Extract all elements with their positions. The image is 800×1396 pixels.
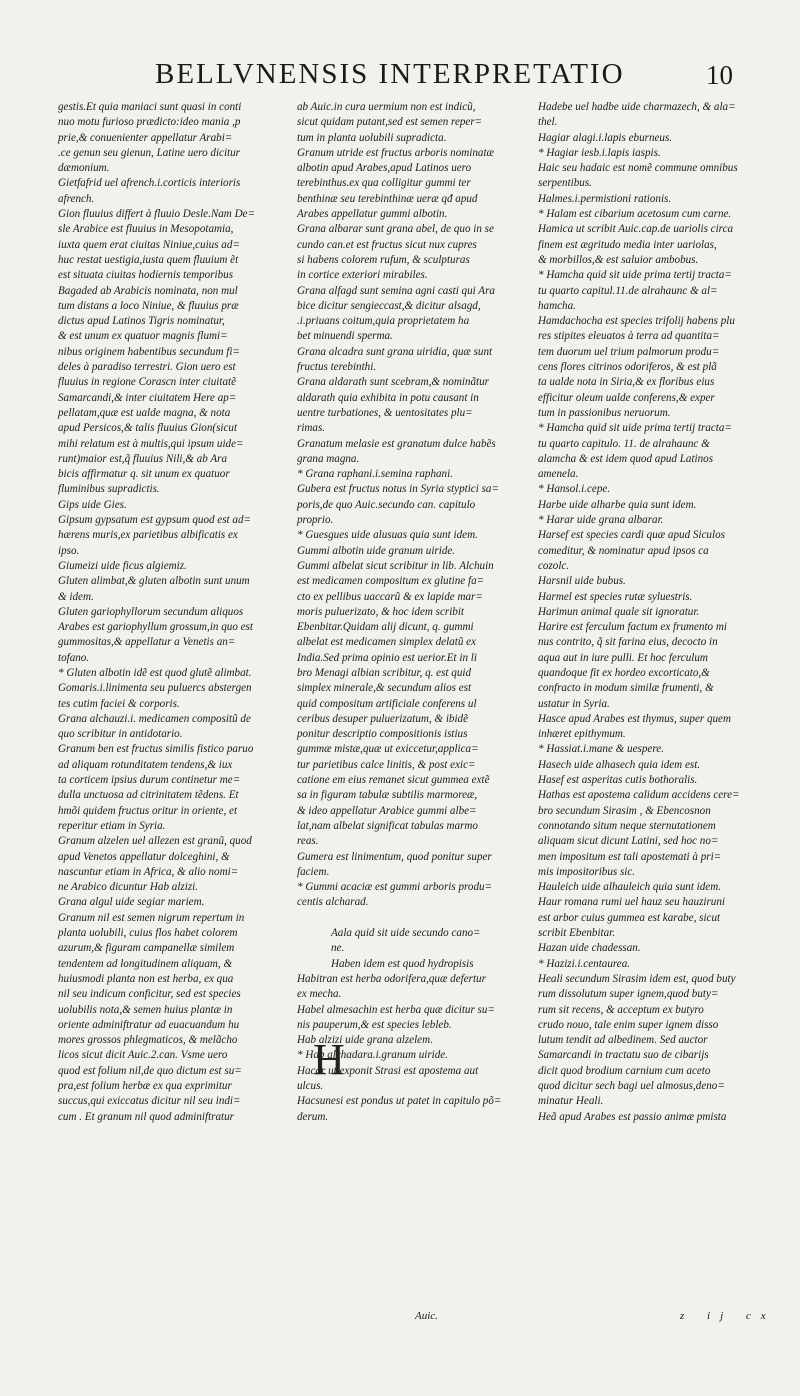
text-line: * Hamcha quid sit uide prima tertij tracta= xyxy=(538,422,732,435)
text-column-middle xyxy=(297,100,533,1125)
signature-mark: z ij cx xyxy=(680,1310,776,1322)
text-line: dulla unctuosa ad citrinitatem tẽdens. Et xyxy=(58,789,239,802)
text-line: cto ex pellibus uaccarũ & ex lapide mar= xyxy=(297,590,483,603)
text-line: Harire est ferculum factum ex frumento mi xyxy=(538,621,727,634)
text-line: connotando situm neque sternutationem xyxy=(538,819,716,832)
text-line: Habitran est herba odorifera,quæ defertur xyxy=(297,972,486,985)
text-line: catione em eius remanet sicut gummea extẽ xyxy=(297,774,490,787)
text-line: Hadebe uel hadbe uide charmazech, & ala= xyxy=(538,101,736,113)
text-line: ex mecha. xyxy=(297,988,342,1001)
text-line: Hazan uide chadessan. xyxy=(538,942,641,955)
text-line: ta corticem ipsius durum continetur me= xyxy=(58,774,241,787)
text-line: apud Persicos,& talis fluuius Gion(sicut xyxy=(58,422,238,435)
text-line: * Hazizi.i.centaurea. xyxy=(538,957,631,970)
text-line: est situata ciuitas hodiernis temporibus xyxy=(58,269,234,282)
decorated-initial: H xyxy=(313,1035,345,1084)
text-line: quid compositum artificiale conferens ul xyxy=(297,697,477,710)
text-line: Ebenbitar.Quidam alij dicunt, q. gummi xyxy=(297,621,474,634)
text-line: Gummi albotin uide granum uiride. xyxy=(297,544,456,557)
text-line: Hagiar alagi.i.lapis eburneus. xyxy=(538,131,673,144)
text-line: uolubilis nota,& semen huius plantæ in xyxy=(58,1003,233,1016)
text-line: terebinthus.ex qua colligitur gummi ter xyxy=(297,177,471,190)
text-line: Granum ben est fructus similis fistico paruo xyxy=(58,743,254,756)
text-line: nil seu indicum conficitur, sed est species xyxy=(58,988,241,1001)
text-line: Harbe uide alharbe quia sunt idem. xyxy=(538,498,697,511)
text-line: sle Arabice est fluuius in Mesopotamia, xyxy=(58,223,234,236)
text-line: succus,qui exiccatus dicitur nil seu indi= xyxy=(58,1095,241,1108)
text-line: nus contrito, q̃ sit farina eius, decocto in xyxy=(538,636,718,649)
text-line: & idem. xyxy=(58,590,94,603)
text-line: lutum tendit ad albedinem. Sed auctor xyxy=(538,1034,708,1047)
text-line: amenela. xyxy=(538,468,579,481)
text-line: bice dicitur sengieccast,& dicitur alsagd, xyxy=(297,299,481,312)
text-line: Grana alfagd sunt semina agni casti qui Ara xyxy=(297,284,495,297)
text-line: bicis affirmatur q. sit unum ex quatuor xyxy=(58,468,230,481)
text-line: afrench. xyxy=(58,192,95,205)
text-line: poris,de quo Auic.secundo can. capitulo xyxy=(297,498,476,511)
text-line: aldarath quia exhibita in potu causant in xyxy=(297,391,479,404)
text-line: India.Sed prima opinio est uerior.Et in li xyxy=(297,651,477,664)
text-line: Haic seu hadaic est nomẽ commune omnibus xyxy=(538,162,738,175)
text-line: Aala quid sit uide secundo cano= xyxy=(331,927,481,940)
text-line: * Halam est cibarium acetosum cum carne. xyxy=(538,208,732,221)
text-line: fluuius in regione Corascn inter ciuitatẽ xyxy=(58,376,236,389)
text-line: ipso. xyxy=(58,544,80,557)
text-line: uentre turbationes, & uentositates plu= xyxy=(297,406,473,419)
text-line: est arbor cuius gummea est karabe, sicut xyxy=(538,911,721,924)
text-line: gestis.Et quia maniaci sunt quasi in conti xyxy=(58,101,242,113)
text-line: planta uolubili, cuius flos habet colorem xyxy=(58,927,238,940)
text-line: Gomaris.i.linimenta seu puluercs abstergen xyxy=(58,682,252,695)
text-line: Gietfafrid uel afrench.i.corticis interioris xyxy=(58,177,241,190)
text-line: alamcha & est idem quod apud Latinos xyxy=(538,452,714,465)
folio-number: 10 xyxy=(706,60,733,90)
catchword: Auic. xyxy=(415,1310,438,1322)
text-line: ad aliquam rotunditatem tendens,& iux xyxy=(58,758,233,771)
text-line: moris puluerizato, & hoc idem scribit xyxy=(297,605,465,618)
text-line: Grana aldarath sunt scebram,& nominãtur xyxy=(297,376,489,389)
text-line xyxy=(297,911,533,926)
text-line: Hasce apud Arabes est thymus, super quem xyxy=(538,712,731,725)
text-line: Bagaded ab Arabicis nominata, non mul xyxy=(58,284,238,297)
text-line: * Hab alchadara.i.granum uiride. xyxy=(297,1049,448,1062)
text-line: proprio. xyxy=(297,514,334,527)
text-line: cundo can.et est fructus sicut nux cupres xyxy=(297,238,477,251)
text-line: cum . Et granum nil quod adminiftratur xyxy=(58,1110,234,1123)
text-line: Hasech uide alhasech quia idem est. xyxy=(538,758,701,771)
text-line: finem est ægritudo media inter uariolas, xyxy=(538,238,717,251)
text-line: deles à paradiso terrestri. Gion uero est xyxy=(58,361,236,374)
text-line: * Grana raphani.i.semina raphani. xyxy=(297,468,453,481)
text-line: Hamica ut scribit Auic.cap.de uariolis circa xyxy=(538,223,734,236)
text-line: * Hagiar iesb.i.lapis iaspis. xyxy=(538,146,661,159)
text-line: minatur Heali. xyxy=(538,1095,604,1108)
text-column-left xyxy=(58,100,298,1125)
text-line: * Guesgues uide alusuas quia sunt idem. xyxy=(297,529,478,542)
text-line: simplex minerale,& secundum alios est xyxy=(297,682,472,695)
text-line: mores grossos phlegmaticos, & melãcho xyxy=(58,1034,238,1047)
text-line: scribit Ebenbitar. xyxy=(538,927,616,940)
text-line: tur parietibus calce linitis, & post exic= xyxy=(297,758,476,771)
text-line: Gips uide Gies. xyxy=(58,498,127,511)
text-line: quod est folium nil,de quo dictum est su= xyxy=(58,1064,242,1077)
text-line: ne Arabico dicuntur Hab alzizi. xyxy=(58,881,199,894)
text-line: crudo nouo, tale enim super ignem disso xyxy=(538,1018,719,1031)
text-line: Harmel est species rutæ syluestris. xyxy=(538,590,693,603)
text-line: bro Menagi albian scribitur, q. est quid xyxy=(297,666,472,679)
text-line: centis alcharad. xyxy=(297,896,369,909)
text-line: sicut quidam putant,sed est semen reper= xyxy=(297,116,483,129)
text-line: Gluten alimbat,& gluten albotin sunt unum xyxy=(58,575,250,588)
text-line: fluminibus supradictis. xyxy=(58,483,160,496)
text-line: .i.priuans coitum,quia proprietatem ha xyxy=(297,315,470,328)
text-line: Heã apud Arabes est passio animæ pmista xyxy=(538,1110,727,1123)
text-line: Habel almesachin est herba quæ dicitur su= xyxy=(297,1003,495,1016)
text-line: quandoque fit ex hordeo excorticato,& xyxy=(538,666,710,679)
text-line: cens flores citrinos odoriferos, & est plã xyxy=(538,361,717,374)
text-column-right xyxy=(538,100,776,1125)
text-line: Heali secundum Sirasim idem est, quod buty xyxy=(538,972,736,985)
text-line: Haben idem est quod hydropisis xyxy=(331,957,474,970)
text-line: aliquam sicut dicunt Latini, sed hoc no= xyxy=(538,835,719,848)
text-line: Samarcandi,& inter ciuitatem Here ap= xyxy=(58,391,237,404)
text-line: Hasef est asperitas cutis bothoralis. xyxy=(538,774,698,787)
text-line: Hathas est apostema calidum accidens cere= xyxy=(538,789,740,802)
text-line: Hacsunesi est pondus ut patet in capitulo põ= xyxy=(297,1095,502,1108)
text-line: bet minuendi sperma. xyxy=(297,330,393,343)
text-line: dictus apud Latinos Tigris nominatur, xyxy=(58,315,225,328)
text-line: reas. xyxy=(297,835,319,848)
text-line: Hacar ut exponit Strasi est apostema aut xyxy=(297,1064,479,1077)
text-line: * Hansol.i.cepe. xyxy=(538,483,611,496)
text-line: huc restat uestigia,iusta quem fluuium ẽt xyxy=(58,253,239,266)
text-line: oriente adminiftratur ad euacuandum hu xyxy=(58,1018,240,1031)
text-line: apud Venetos appellatur dolceghini, & xyxy=(58,850,230,863)
text-line: quod dicitur sech bagi uel almosus,deno= xyxy=(538,1080,725,1092)
text-line: tum in passionibus neruorum. xyxy=(538,406,671,419)
text-line: nuo motu furioso prædicto:ideo mania ,p xyxy=(58,116,241,129)
running-header xyxy=(0,58,800,98)
text-line: ustatur in Syria. xyxy=(538,697,610,710)
text-line: * Gluten albotin idẽ est quod glutẽ alimbat. xyxy=(58,666,252,679)
text-line: Arabes est gariophyllum grossum,in quo est xyxy=(58,621,253,634)
text-line: ab Auic.in cura uermium non est indicũ, xyxy=(297,101,476,113)
text-line: Gion fluuius differt à fluuio Desle.Nam De= xyxy=(58,208,255,221)
text-line: Harsnil uide bubus. xyxy=(538,575,626,588)
text-line: ta ualde nota in Siria,& ex floribus eius xyxy=(538,376,715,389)
text-line: comeditur, & nominatur apud ipsos ca xyxy=(538,544,709,557)
text-line: hærens muris,ex parietibus albificatis ex xyxy=(58,529,238,542)
text-line: aqua aut in iure pulli. Et hoc ferculum xyxy=(538,651,708,664)
text-line: Granum nil est semen nigrum repertum in xyxy=(58,911,245,924)
text-line: quo scribitur in antidotario. xyxy=(58,728,183,741)
text-line: mihi relatum est à multis,qui ipsum uide= xyxy=(58,437,244,450)
text-line: Harimun animal quale sit ignoratur. xyxy=(538,605,700,618)
text-line: men impositum est tali apostemati à pri= xyxy=(538,850,722,863)
text-line: tu quarto capitulo. 11. de alrahaunc & xyxy=(538,437,710,450)
text-line: derum. xyxy=(297,1110,329,1123)
text-line: Gummi albelat sicut scribitur in lib. Alchuin xyxy=(297,559,494,572)
text-line: tes cutim faciei & corporis. xyxy=(58,697,180,710)
text-line: tum distans a loco Niniue, & fluuius præ xyxy=(58,299,239,312)
text-line: Granum alzelen uel allezen est granũ, quod xyxy=(58,835,252,848)
text-line: tu quarto capitul.11.de alrahaunc & al= xyxy=(538,284,718,297)
text-line: Hab alzizi uide grana alzelem. xyxy=(297,1034,433,1047)
text-line: albotin apud Arabes,apud Latinos uero xyxy=(297,162,472,175)
text-line: Gumera est linimentum, quod ponitur super xyxy=(297,850,492,863)
text-line: Granum utride est fructus arboris nominatæ xyxy=(297,146,494,159)
text-line: Hamdachocha est species trifolij habens plu xyxy=(538,315,735,328)
text-line: sa in figuram tabulæ subtilis marmoreæ, xyxy=(297,789,478,802)
text-line: huiusmodi planta non est herba, ex qua xyxy=(58,972,234,985)
text-line: runt)maior est,q̃ fluuius Nili,& ab Ara xyxy=(58,452,227,465)
text-line: rum sit recens, & acceptum ex butyro xyxy=(538,1003,704,1016)
text-line: hmõi quidem fructus oritur in oriente, et xyxy=(58,804,238,817)
text-line: Hauleich uide alhauleich quia sunt idem. xyxy=(538,881,722,894)
text-line: serpentibus. xyxy=(538,177,592,190)
text-line: grana magna. xyxy=(297,452,360,465)
text-line: licos sicut dicit Auic.2.can. Vsme uero xyxy=(58,1049,228,1062)
text-line: inhæret epithymum. xyxy=(538,728,626,741)
text-line: tofano. xyxy=(58,651,90,664)
text-line: Grana alchauzi.i. medicamen compositũ de xyxy=(58,712,251,725)
text-line: nibus originem habentibus secundum fi= xyxy=(58,345,240,358)
text-line: prie,& conuenienter appellatur Arabi= xyxy=(58,131,233,144)
text-line: & morbillos,& est saluior ambobus. xyxy=(538,253,699,266)
text-line: mis impositoribus sic. xyxy=(538,865,636,878)
text-line: * Gummi acaciæ est gummi arboris produ= xyxy=(297,881,493,894)
text-line: Grana albarar sunt grana abel, de quo in se xyxy=(297,223,494,236)
text-line: ne. xyxy=(331,942,345,955)
text-line: bro secundum Sirasim , & Ebencosnon xyxy=(538,804,711,817)
text-line: hamcha. xyxy=(538,299,576,312)
text-line: nis pauperum,& est species lebleb. xyxy=(297,1018,452,1031)
text-line: faciem. xyxy=(297,865,330,878)
text-line: thel. xyxy=(538,116,558,129)
text-line: si habens colorem rufum, & sculpturas xyxy=(297,253,470,266)
text-line: ceribus desuper puluerizatum, & ibidẽ xyxy=(297,712,469,725)
text-line: Gipsum gypsatum est gypsum quod est ad= xyxy=(58,514,251,527)
text-line: lat,nam albelat significat tabulas marmo xyxy=(297,819,478,832)
text-line: Halmes.i.permistioni rationis. xyxy=(538,192,672,205)
text-line: nascuntur etiam in Africa, & alio nomi= xyxy=(58,865,239,878)
text-line: rum dissolutum super ignem,quod buty= xyxy=(538,988,719,1001)
text-line: albelat est medicamen simplex delatũ ex xyxy=(297,636,476,649)
text-line: tem duorum uel trium palmorum produ= xyxy=(538,345,720,358)
text-line: rimas. xyxy=(297,422,326,435)
text-line: Samarcandi in tractatu suo de cibarijs xyxy=(538,1049,709,1062)
text-line: * Hamcha quid sit uide prima tertij tracta= xyxy=(538,269,732,282)
text-line: dæmonium. xyxy=(58,162,110,175)
text-line: res stipites eleuatos à terra ad quantita= xyxy=(538,330,720,343)
text-line: est medicamen compositum ex glutine fa= xyxy=(297,575,485,588)
text-line: .ce genun seu gienun, Latine uero dicitur xyxy=(58,146,240,159)
text-line: fructus terebinthi. xyxy=(297,361,377,374)
text-line: benthinæ seu terebinthinæ ueræ qđ apud xyxy=(297,192,478,205)
text-line: & est unum ex quatuor magnis flumi= xyxy=(58,330,228,343)
text-line: in cortice exteriori mirabiles. xyxy=(297,269,428,282)
text-line: Giumeizi uide ficus algiemiz. xyxy=(58,559,187,572)
text-line: dicit quod brodium carnium cum aceto xyxy=(538,1064,711,1077)
text-line: * Harar uide grana albarar. xyxy=(538,514,664,527)
text-line: confracto in modum similæ frumenti, & xyxy=(538,682,714,695)
text-line: Gluten gariophyllorum secundum aliquos xyxy=(58,605,244,618)
text-line: Haur romana rumi uel hauz seu hauziruni xyxy=(538,896,725,909)
text-line: Gubera est fructus notus in Syria styptici sa= xyxy=(297,483,499,496)
text-line: tum in planta uolubili supradicta. xyxy=(297,131,447,144)
text-line: Grana alcadra sunt grana uiridia, quæ sunt xyxy=(297,345,493,358)
text-line: iuxta quem erat ciuitas Niniue,cuius ad= xyxy=(58,238,240,251)
text-line: efficitur oleum ualde conferens,& exper xyxy=(538,391,715,404)
text-line: gummæ mistæ,quæ ut exiccetur,applica= xyxy=(297,743,479,756)
page-title: BELLVNENSIS INTERPRETATIO xyxy=(155,58,625,90)
text-line: reperitur etiam in Syria. xyxy=(58,819,166,832)
text-line: cozolc. xyxy=(538,559,570,572)
text-line: & ideo appellatur Arabice gummi albe= xyxy=(297,804,477,817)
text-line: Granatum melasie est granatum dulce habẽs xyxy=(297,437,496,450)
text-line: tendentem ad longitudinem aliquam, & xyxy=(58,957,233,970)
text-line: azurum,& figuram campanellæ similem xyxy=(58,942,235,955)
text-line: Grana algul uide segiar mariem. xyxy=(58,896,205,909)
text-line: * Hassiat.i.mane & uespere. xyxy=(538,743,664,756)
text-line: pra,est folium herbæ ex qua exprimitur xyxy=(58,1080,232,1092)
text-line: Harsef est species cardi quæ apud Siculos xyxy=(538,529,725,542)
text-line: pellatam,quæ est ualde magna, & nota xyxy=(58,406,231,419)
text-line: ulcus. xyxy=(297,1080,324,1092)
text-line: ponitur descriptio compositionis istius xyxy=(297,728,468,741)
text-line: gummositas,& appellatur a Venetis an= xyxy=(58,636,236,649)
text-line: Arabes appellatur gummi albotin. xyxy=(297,208,448,221)
